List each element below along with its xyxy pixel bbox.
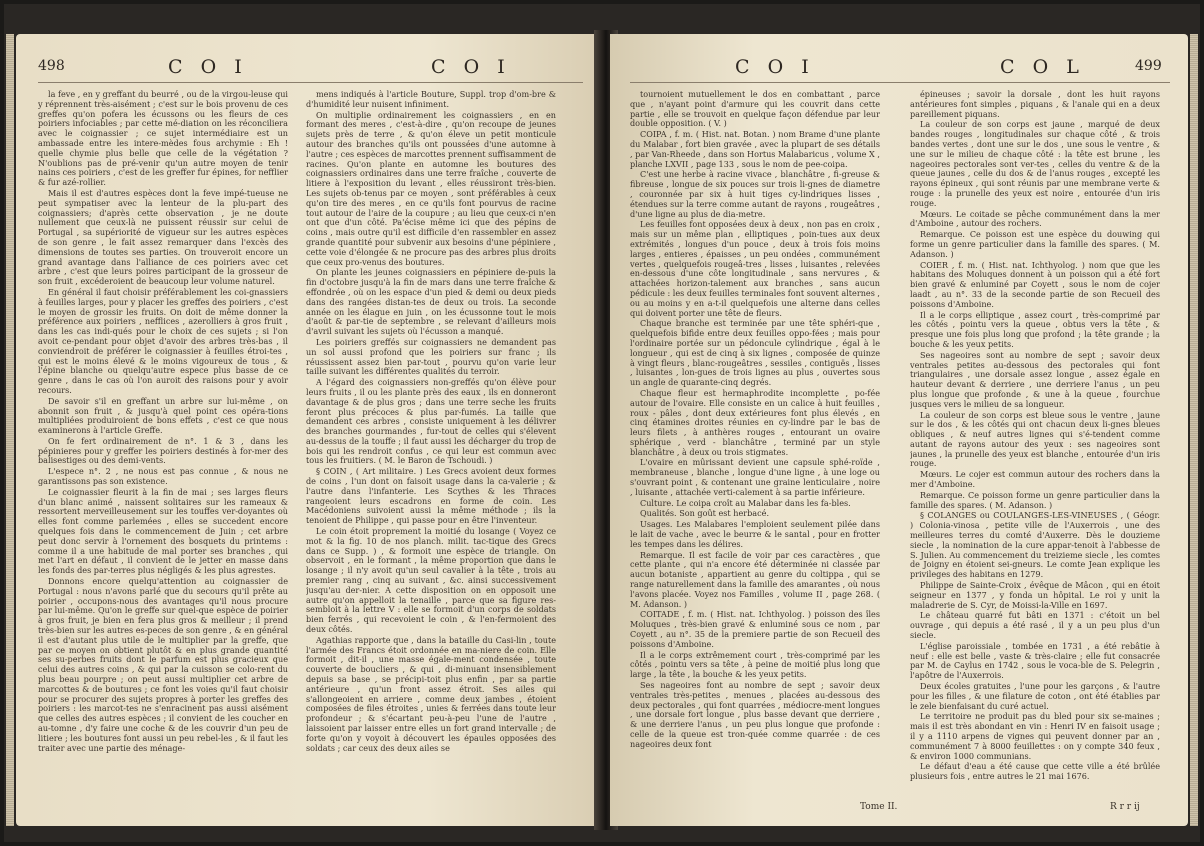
paragraph: Le coignassier fleurit à la fin de mai ; ses larges fleurs d'un blanc animé , naissent solitaires sur les rameaux & ressortent merveilleusement sur les touffes ver-doyantes où elles font comme parlemées , elles se succedent encore quelques fois dans le commencement de Juin ; cet arbre peut donc servir à l'ornement des bosquets du printems : comme il a une habitude de mal porter ses branches , qui met l'art en défaut , il convient de le jetter en masse dans les fonds des par-terres plus négligés & les plus agrestes. bbox=[38, 486, 288, 576]
paragraph: Le château quarré fut bâti en 1371 : c'étoit un bel ouvrage , qui depuis a été rasé , il y a un peu plus d'un siecle. bbox=[910, 610, 1160, 641]
paragraph: mens indiqués à l'article Bouture, Suppl. trop d'om-bre & d'humidité leur nuisent infiniment. bbox=[306, 90, 556, 109]
paragraph: Il a le corps extrêmement court , très-comprimé par les côtés , pointu vers sa tête , à peine de moitié plus long que large , la tête , la bouche & les yeux petits. bbox=[630, 649, 880, 680]
paragraph: épineuses ; savoir la dorsale , dont les huit rayons antérieures font simples , piquans , & l'anale qui en a deux pareillement piquans. bbox=[910, 90, 1160, 119]
paragraph: COIER , f. m. ( Hist. nat. Ichthyolog. ) nom que que les habitans des Moluques donnent à un poisson qui a été fort bien gravé & enluminé par Coyett , sous le nom de cojer laadt , au n°. 33 de la seconde partie de son Recueil des poissons d'Amboine. bbox=[910, 259, 1160, 309]
page-number: 499 bbox=[1135, 58, 1162, 74]
paragraph: On multiplie ordinairement les coignassiers , en en formant des meres , c'est-à-dire , qu'on recoupe de jeunes sujets près de terre , & qu'on éleve un petit monticule autour des branches qu'ils ont poussées d'une automne à l'autre ; ces espèces de marcottes prennent suffisamment de racines. Qu'on plante en automne les boutures des coignassiers ordinaires dans une terre fraîche , couverte de litiere à l'exposition du levant , elles réussiront très-bien. Les sujets ob-tenus par ce moyen , sont préférables à ceux qu'on tire des meres , en ce qu'ils font pourvus de racine tout autour de l'aire de la coupure ; au lieu que ceux-ci n'en ont que d'un côté. Pa'écise même ici que des pépins de coins , mais outre qu'il est difficile d'en rassembler en assez grande quantité pour subvenir aux besoins d'une pépiniere , cette voie d'élongée & ne procure pas des arbres plus droits que ceux pro-venus des boutures. bbox=[306, 109, 556, 267]
running-header: C O I bbox=[431, 56, 511, 78]
paragraph: Philippe de Sainte-Croix , évêque de Mâcon , qui en étoit seigneur en 1377 , y fonda un hôpital. Le roi y unit la maladrerie de S. Cyr, de Moissi-la-Ville en 1697. bbox=[910, 580, 1160, 610]
paragraph: Le territoire ne produit pas du bled pour six se-maines ; mais il est très abondant en vin : Henri IV en faisoit usage ; il y a 1110 arpens de vignes qui peuvent donner par an , communément 7 à 8000 feuillettes : on y compte 340 feux , & environ 1000 communians. bbox=[910, 711, 1160, 761]
paragraph: On plante les jeunes coignassiers en pépiniere de-puis la fin d'octobre jusqu'à la fin de mars dans une terre fraîche & effondrée , où on les espace d'un pied & demi ou deux pieds dans des rangées distan-tes de deux ou trois. La seconde année on les élague en juin , on les écussonne tout le mois d'août & par-tie de septembre , se relevant d'ailleurs mois d'avril suivant les sujets où l'écusson a manqué. bbox=[306, 267, 556, 337]
paragraph: Les poiriers greffés sur coignassiers ne demandent pas un sol aussi profond que les poiriers sur franc ; ils réussissent assez bien par-tout , pourvu qu'on varie leur taille suivant les différentes qualités du terroir. bbox=[306, 336, 556, 377]
paragraph: Les feuilles font opposées deux à deux , non pas en croix , mais sur un même plan , elliptiques , poin-tues aux deux extrémités , longues d'un pouce , deux à trois fois moins larges , entieres , épaisses , un peu ondées , communément vertes , quelquefois rougeâ-tres , lisses , luisantes , relevées en-dessous d'une côte longitudinale , sans nervures , & attachées horizon-talement aux branches , sans aucun pédicule : les deux feuilles terminales font souvent alternes , ou au moins y en a-t-il quelquefois une alterne dans celles qui doivent porter une tête de fleurs. bbox=[630, 219, 880, 318]
paragraph: Mœurs. Le cojer est commun autour des rochers dans la mer d'Amboine. bbox=[910, 469, 1160, 490]
paragraph: Deux écoles gratuites , l'une pour les garçons , & l'autre pour les filles , & une filature de coton , ont été établies par le zele bienfaisant du curé actuel. bbox=[910, 681, 1160, 711]
paragraph: § COIN , ( Art militaire. ) Les Grecs avoient deux formes de coins , l'un dont on faisoit usage dans la ca-valerie ; & l'autre dans l'infanterie. Les Scythes & les Thraces rangeoient leurs escadrons en forme de coin. Les Macédoniens suivoient aussi la même méthode ; ils la tenoient de Philippe , qui passe pour en être l'inventeur. bbox=[306, 466, 556, 526]
paragraph: Culture. Le coipa croît au Malabar dans les fa-bles. bbox=[640, 497, 851, 508]
paragraph: Donnons encore quelqu'attention au coignassier de Portugal : nous n'avons parlé que du secours qu'il prête au poirier , occupons-nous des avantages qu'il nous procure par lui-même. Qu'on le greffe sur quel-que espèce de poirier à gros fruit, je bien en fera plus gros & meilleur ; il prend très-bien sur les autres es-peces de son genre , & en général il est d'autant plus utile de le multiplier par la greffe, que par ce moyen on obtient plutôt & en plus grande quantité ses su-perbes fruits dont le parfum est plus gracieux que celui des autres coins , & qui par la cuisson se colo-rent du plus beau pourpre ; on peut aussi multiplier cet arbre de marcottes & de boutures ; ce font les voies qu'il faut choisir pour se procurer des sujets propres à porter les greffes des poiriers : les marcot-tes ne s'enracinent pas aussi aisément que celles des autres espèces ; il convient de les coucher en au-tomne , d'y faire une coche & de les couvrir d'un peu de litiere ; les boutures font aussi un peu rebel-les , & il faut les traiter avec une partie des ménage- bbox=[38, 576, 288, 753]
right-page bbox=[610, 34, 1188, 826]
paragraph: § COLANGES ou COULANGES-LES-VINEUSES , ( Géogr. ) Colonia-vinosa , petite ville de l'Auxerrois , une des meilleures terres du comté d'Auxerre. Dès le douzieme siecle , la nomination de la cure appar-tenoit à l'abbesse de S. Julien. Au commencement du treizieme siecle , les comtes de Joigny en étoient sei-gneurs. Le comte Jean explique les privileges des habitans en 1279. bbox=[910, 510, 1160, 580]
left-page bbox=[16, 34, 602, 826]
paragraph: Le défaut d'eau a été cause que cette ville a été brûlée plusieurs fois , entre autres le 21 mai 1676. bbox=[910, 761, 1160, 782]
paragraph: Remarque. Ce poisson forme un genre particulier dans la famille des spares. ( M. Adanson. ) bbox=[910, 489, 1160, 510]
paragraph: Ses nageoires sont au nombre de sept ; savoir deux ventrales petites au-dessous des pectorales qui font triangulaires , une dorsale assez longue , assez égale en hauteur devant & derriere , une derriere l'anus , un peu plus longue que profonde , & une à la queue , fourchue jusques vers le milieu de sa longueur. bbox=[910, 349, 1160, 409]
paragraph: La couleur de son corps est jaune , marqué de deux bandes rouges , longitudinales sur chaque côté , & trois bandes vertes , dont une sur le dos , une sous le ventre , & une sur le milieu de chaque côté : la tête est brune , les nageoires pectorales sont ver-tes , celles du ventre & de la queue jaunes , celle du dos & de l'anus rouges , excepté les rayons épineux , qui sont réunis par une membrane verte & rouge : la prunelle des yeux est noire , entourée d'un iris rouge. bbox=[910, 119, 1160, 208]
paragraph: Usages. Les Malabares l'emploient seulement pilée dans le lait de vache , avec le beurre & le santal , pour en frotter les tempes dans les délires. bbox=[630, 519, 880, 549]
right-page-edge bbox=[1190, 34, 1198, 826]
paragraph: Remarque. Il est facile de voir par ces caractères , que cette plante , qui n'a encore été déterminée ni classée par aucun botaniste , appartient au genre du coltippa , qui se range naturellement dans la famille des amarantes , où nous l'avons placée. Voyez nos Familles , volume II , page 268. ( M. Adanson. ) bbox=[630, 549, 880, 609]
catchword: R r r ij bbox=[1110, 802, 1140, 812]
page-number: 498 bbox=[38, 58, 65, 74]
paragraph: L'ovaire en mûrissant devient une capsule sphé-roïde , membraneuse , blanche , longue d'une ligne , à une loge ou s'ouvrant point , & contenant une graine lenticulaire , noire , luisante , attachée verti-calement à sa partie inférieure. bbox=[630, 457, 880, 497]
text-column bbox=[910, 90, 1160, 786]
paragraph: Mais il est d'autres espèces dont la feve impé-tueuse ne peut sympatiser avec la lenteur de la plu-part des coignassiers; d'après cette observation , je ne doute nullement que ceux-là ne puissent réussir sur celui de Portugal , sa supériorité de vigueur sur les autres espèces de son genre , le fait assez remarquer dans l'excès des dimensions de toutes ses parties. On trouveroit encore un grand avantage dans l'alliance de ces poiriers avec cet arbre , c'est que leurs poires participant de la grosseur de son fruit , excéderoient de beaucoup leur volume naturel. bbox=[38, 187, 288, 287]
paragraph: Remarque. Ce poisson est une espèce du douwing qui forme un genre particulier dans la famille des spares. ( M. Adanson. ) bbox=[910, 229, 1160, 259]
left-page-edge bbox=[6, 34, 14, 826]
paragraph: C'est une herbe à racine vivace , blanchâtre , fi-greuse & fibreuse , longue de six pouces sur trois li-gnes de diametre , couronnée par six à huit tiges cy-lindriques lisses , étendues sur la terre comme autant de rayons , rougeâtres , d'une ligne au plus de dia-metre. bbox=[630, 169, 880, 219]
paragraph: tournoient mutuellement le dos en combattant , parce que , n'ayant point d'armure qui les couvrit dans cette partie , elle se trouvoit en quelque façon défendue par leur double opposition. ( V. ) bbox=[630, 90, 880, 129]
text-column bbox=[630, 90, 880, 814]
paragraph: Chaque branche est terminée par une tête sphéri-que , quelquefois bifide entre deux feuilles oppo-fées ; mais pour l'ordinaire portée sur un pédoncule cylindrique , égal à le longueur , qui est de cinq à six lignes , composée de quinze à vingt fleurs , blanc-rougeâtres , sessiles , contiguës , lisses , luisantes , lon-gues de trois lignes au plus , ouvertes sous un angle de quarante-cinq degrés. bbox=[630, 318, 880, 388]
running-header: C O I bbox=[168, 56, 248, 78]
running-header: C O I bbox=[735, 56, 815, 78]
paragraph: la feve , en y greffant du beurré , ou de la virgou-leuse qui y réprennent très-aisément ; c'est sur le bois provenu de ces greffes qu'on pofera les écussons ou les fleurs de ces poiriers infociables ; par cette mé-diation on les réconciliera avec le coignassier ; ce sujet intermédiaire est un ambassade entre les intere-mèdes fous archymie : Eh ! quelle chymie plus belle que celle de la végétation ? N'oublions pas de pré-venir qu'un autre moyen de tenir nains ces poiriers , c'est de les greffer fur épines, for nefflier & fur azé-rollier. bbox=[38, 90, 288, 188]
paragraph: En général il faut choisir préférablement les coi-gnassiers à feuilles larges, pour y placer les greffes des poiriers , c'est le moyen de grossir les fruits. On doit de même donner la préférence aux poiriers , nefflices , azerolliers à gros fruit , dans les cas indi-qués pour le choix de ces sujets ; si l'on avoit ce-pendant pour objet d'avoir des arbres très-bas , il conviendroit de préférer le coignassier à feuilles étroi-tes , qui est le moins élevé & le moins vigoureux de tous , & l'épine blanche ou quelqu'autre espece plus basse de ce genre , dans le cas où l'on auroit des raisons pour y avoir recours. bbox=[38, 286, 288, 395]
text-column bbox=[38, 90, 288, 814]
paragraph: Il a le corps elliptique , assez court , très-comprimé par les côtés , pointu vers la queue , obtus vers la tête , & presque une fois plus long que profond ; la tête grande ; la bouche & les yeux petits. bbox=[910, 309, 1160, 349]
text-column bbox=[306, 90, 556, 814]
header-rule bbox=[630, 82, 1170, 83]
paragraph: Agathias rapporte que , dans la bataille du Casi-lin , toute l'armée des Francs étoit ordonnée en ma-niere de coin. Elle formoit , dit-il , une masse égale-ment condensée , toute couverte de boucliers , & qui , di-minuant insensiblement depuis sa base , se précipi-toit plus enfin , par sa partie antérieure , qu'un front assez étroit. Ses ailes qui s'allongeoient en arriere , comme deux jambes , étoient composées de files étroites , unies & ferrées dans toute leur profondeur ; & s'écartant peu-à-peu l'une de l'autre , laissoient par laisser entre elles un fort grand intervalle ; de forte qu'on y voyoit à découvert les épaules opposées des soldats ; car ceux des deux ailes se bbox=[306, 634, 556, 753]
header-rule bbox=[38, 82, 583, 83]
paragraph: De savoir s'il en greffant un arbre sur lui-même , on abonnit son fruit , & jusqu'à quel point ces opéra-tions multipliées produiroient de bons effets , c'est ce que nous examinerons à l'article Greffe. bbox=[38, 395, 288, 436]
paragraph: Ses nageoires font au nombre de sept ; savoir deux ventrales très-petites , menues , placées au-dessous des deux pectorales , qui font quarrées , médiocre-ment longues , une dorsale fort longue , plus basse devant que derriere , & une derriere l'anus , un peu plus longue que profonde : celle de la queue est tron-quée comme quarrée : de ces nageoires deux font bbox=[630, 680, 880, 749]
paragraph: L'église paroissiale , tombée en 1731 , a été rebâtie à neuf : elle est belle , vaste & très-claire ; elle fut consacrée par M. de Caylus en 1742 , sous le voca-ble de S. Pelegrin , l'apôtre de l'Auxerrois. bbox=[910, 640, 1160, 681]
paragraph: L'espece n°. 2 , ne nous est pas connue , & nous ne garantissons pas son existence. bbox=[38, 466, 288, 487]
paragraph: Chaque fleur est hermaphrodite incomplette , po-fée autour de l'ovaire. Elle consiste en un calice à huit feuilles , roux - pâles , dont deux extérieures font plus élevés , en cinq étamines droites réunies en cy-lindre par le bas de leurs filets , à anthères rouges , entourant un ovaire sphérique , verd - blanchâtre , terminé par un style blanchâtre , à deux ou trois stigmates. bbox=[630, 387, 880, 457]
paragraph: On fe fert ordinairement de n°. 1 & 3 , dans les pépinieres pour y greffer les poiriers destinés à for-mer des balisestiges ou des demi-vents. bbox=[38, 435, 288, 466]
paragraph: COITADE , f. m. ( Hist. nat. Ichthyolog. ) poisson des îles Moluques , très-bien gravé & enluminé sous ce nom , par Coyett , au n°. 35 de la premiere partie de son Recueil des poissons d'Amboine. bbox=[630, 609, 880, 649]
book-spread bbox=[4, 4, 1200, 842]
paragraph: La couleur de son corps est bleue sous le ventre , jaune sur le dos , & les côtés qui ont chacun deux li-gnes bleues obliques , & neuf autres lignes qui s'é-tendent comme autant de rayons autour des yeux : ses nageoires sont jaunes , la prunelle des yeux est blanche , entourée d'un iris rouge. bbox=[910, 409, 1160, 469]
paragraph: Mœurs. Le coitade se pêche communément dans la mer d'Amboine , autour des rochers. bbox=[910, 208, 1160, 229]
running-header: C O L bbox=[1000, 56, 1085, 78]
paragraph: Le coin étoit proprement la moitié du losange ( Voyez ce mot & la fig. 10 de nos planch. milit. tac-tique des Grecs dans ce Supp. ) , & formoit une espèce de triangle. On observoit , en le formant , la même proportion que dans le losange ; il n'y avoit qu'un seul cavalier à la tête , trois au premier rang , cinq au suivant , &c. ainsi successivement jusqu'au der-nier. A cette disposition on en opposoit une autre qu'on appelloit la tenaille , parce que sa figure res-sembloit à la lettre V : elle se formoit d'un corps de soldats bien ferrés , qui recevoient le coin , & l'en-fermoient des deux côtés. bbox=[306, 526, 556, 635]
paragraph: Qualités. Son goût est herbacé. bbox=[640, 508, 770, 519]
paragraph: A l'égard des coignassiers non-greffés qu'on élève pour leurs fruits , il ou les plante près des eaux , ils en donneront davantage & de plus gros ; dans une terre seche les fruits feront plus précoces & plus par-fumés. La taille que demandent ces arbres , consiste uniquement à les délivrer des branches gourmandes , fur-tout de celles qui s'élevent au-dessus de la touffe ; il faut aussi les décharger du trop de bois qui les rendroit confus , ce qui leur est commun avec tous les fruitiers. ( M. le Baron de Tschoudi. ) bbox=[306, 377, 556, 466]
paragraph: COIPA , f. m. ( Hist. nat. Botan. ) nom Brame d'une plante du Malabar , fort bien gravée , avec la plupart de ses détails , par Van-Rheede , dans son Hortus Malabaricus , volume X , planche LXVII , page 133 , sous le nom de pee-coipa. bbox=[630, 129, 880, 169]
signature-mark: Tome II. bbox=[860, 802, 898, 812]
